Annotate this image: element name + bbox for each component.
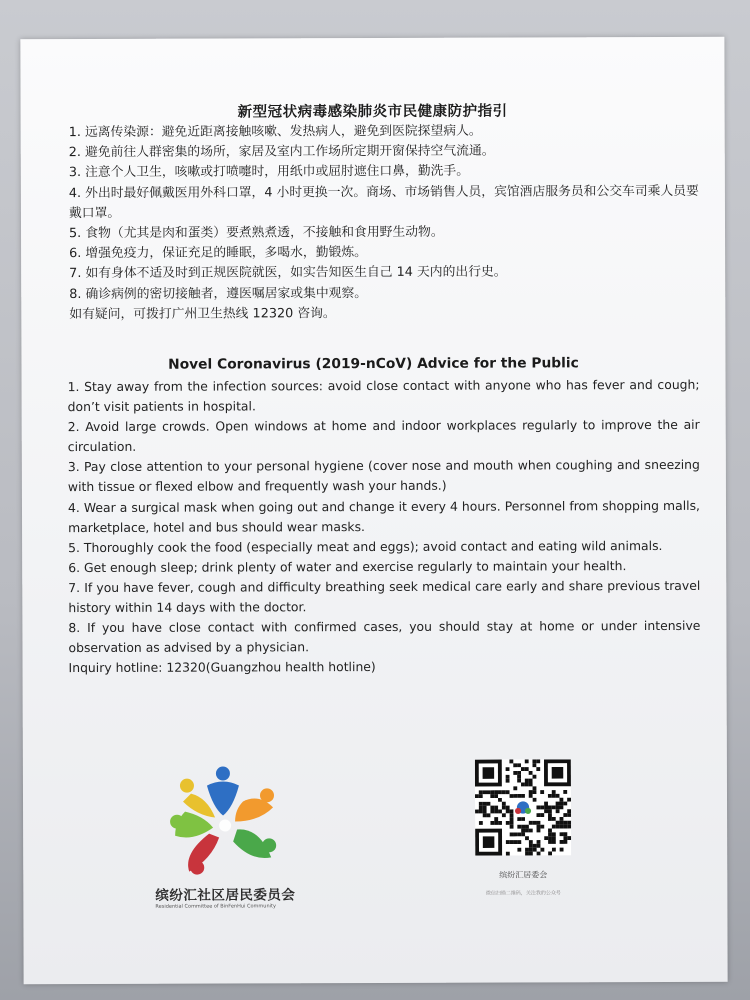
en-item-4: 4. Wear a surgical mask when going out and change it every 4 hours. Personnel from shopping malls, marketplace, hotel and bus should wear masks. xyxy=(67,497,701,535)
zh-item-1: 1. 远离传染源：避免近距离接触咳嗽、发热病人，避免到医院探望病人。 xyxy=(68,123,482,141)
en-item-5: 5. Thoroughly cook the food (especially meat and eggs); avoid contact and eating wild animals. xyxy=(68,537,663,555)
zh-item-3: 3. 注意个人卫生，咳嗽或打喷嚏时，用纸巾或屈肘遮住口鼻，勤洗手。 xyxy=(68,164,470,181)
paper-sheet xyxy=(20,37,727,984)
zh-item-7: 7. 如有身体不适及时到正规医院就医，如实告知医生自己 14 天内的出行史。 xyxy=(69,264,507,282)
zh-item-6: 6. 增强免疫力，保证充足的睡眠，多喝水，勤锻炼。 xyxy=(69,245,367,262)
logo-name-zh: 缤纷汇社区居民委员会 xyxy=(155,887,296,904)
logo-name-en: Residential Committee of BinFenHui Community xyxy=(155,903,276,910)
qr-caption: 缤纷汇居委会 xyxy=(499,870,548,880)
zh-advice-list xyxy=(69,121,700,325)
en-item-6: 6. Get enough sleep; drink plenty of water and exercise regularly to maintain your health. xyxy=(68,557,627,575)
zh-item-4: 4. 外出时最好佩戴医用外科口罩，4 小时更换一次。商场、市场销售人员，宾馆酒店服务员和公交车司乘人员要戴口罩。 xyxy=(68,183,699,221)
en-advice-list xyxy=(68,375,701,679)
logo-petal-blue xyxy=(207,766,239,815)
en-item-1: 1. Stay away from the infection sources: avoid close contact with anyone who has fever and cough; don’t visit patients in hospital. xyxy=(67,376,700,415)
zh-item-2: 2. 避免前往人群密集的场所，家居及室内工作场所定期开窗保持空气流通。 xyxy=(68,143,495,161)
en-item-3: 3. Pay close attention to your personal hygiene (cover nose and mouth when coughing and sneezing with tissue or flexed elbow and frequently wash your hands.) xyxy=(67,457,700,495)
logo-petal-orange xyxy=(235,788,274,821)
qr-code-block xyxy=(463,759,594,919)
zh-item-5: 5. 食物（尤其是肉和蛋类）要煮熟煮透，不接触和食用野生动物。 xyxy=(69,224,444,242)
zh-title: 新型冠状病毒感染肺炎市民健康防护指引 xyxy=(237,103,508,121)
qr-code-icon xyxy=(475,759,571,855)
zh-item-8: 8. 确诊病例的密切接触者，遵医嘱居家或集中观察。 xyxy=(69,285,368,302)
zh-hotline: 如有疑问，可拨打广州卫生热线 12320 咨询。 xyxy=(69,305,336,322)
en-title: Novel Coronavirus (2019-nCoV) Advice for the Public xyxy=(168,355,579,373)
en-item-8: 8. If you have close contact with confirmed cases, you should stay at home or under intensive observation as advised by a physician. xyxy=(68,617,701,656)
en-hotline: Inquiry hotline: 12320(Guangzhou health hotline) xyxy=(68,659,376,676)
en-item-7: 7. If you have fever, cough and difficulty breathing seek medical care early and share previous travel history within 14 days with the doctor. xyxy=(68,577,701,616)
en-item-2: 2. Avoid large crowds. Open windows at home and indoor workplaces regularly to improve the air circulation. xyxy=(67,417,700,455)
community-logo xyxy=(143,763,344,914)
community-logo-icon xyxy=(163,763,293,883)
logo-petal-green-right xyxy=(233,829,276,858)
logo-petal-red xyxy=(188,834,219,875)
qr-subcaption: 微信扫描二维码，关注我的公众号 xyxy=(485,890,561,897)
